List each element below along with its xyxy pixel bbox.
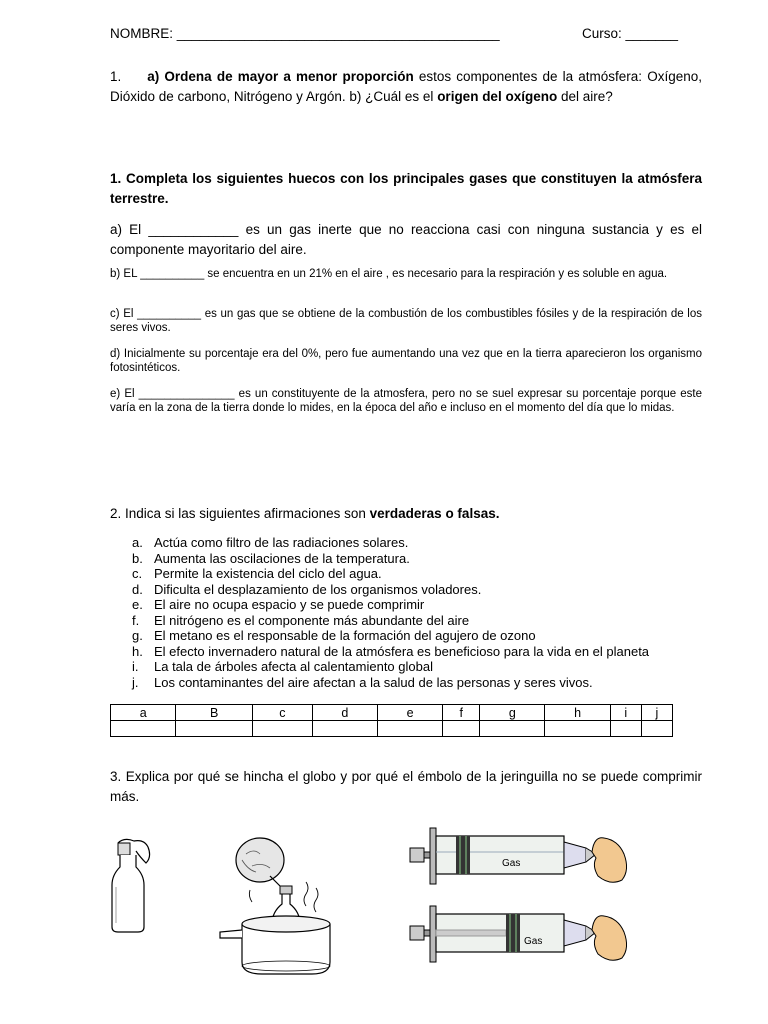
fill-item-e: e) El _______________ es un constituyente de la atmosfera, pero no se suel expresar su porcentaje porque este varía en la zona de la tierra donde lo mides, en la época del año e incluso en el momento del día que lo midas. [110,388,702,414]
statement-marker: h. [132,643,143,659]
course-field[interactable]: Curso: _______ [582,26,679,41]
statement-marker: a. [132,535,143,550]
answer-cell[interactable] [253,721,313,737]
statement-text: Los contaminantes del aire afectan a la salud de las personas y seres vivos. [154,674,593,690]
gas-label-1: Gas [502,858,521,869]
question-text-end: del aire? [557,89,613,104]
bottle-balloon-icon [104,835,156,935]
answer-header-cell: a [111,705,176,721]
statement-marker: f. [132,612,140,628]
answer-cell[interactable] [545,721,610,737]
answer-cell[interactable] [176,721,253,737]
statement-marker: e. [132,597,143,612]
answer-cell[interactable] [111,721,176,737]
answer-header-cell: g [480,705,545,721]
answer-header-cell: c [253,705,313,721]
answer-header-cell: i [610,705,641,721]
answer-cell[interactable] [443,721,480,737]
statement-item [110,566,702,582]
answer-table [110,704,673,737]
statement-item [110,551,702,567]
pot-bottle-balloon-icon [212,832,340,980]
answer-cell[interactable] [641,721,672,737]
bold-instruction: a) Ordena de mayor a menor proporción [147,69,414,84]
fill-item-c: c) El __________ es un gas que se obtiene de la combustión de los combustibles fósiles y de la respiración de los seres vivos. [110,308,702,334]
statement-text: El nitrógeno es el componente más abundante del aire [154,612,470,628]
answer-cell[interactable] [377,721,442,737]
question-2-title [110,504,702,524]
statement-text: La tala de árboles afecta al calentamiento global [154,659,433,674]
syringe-2-icon [408,900,636,968]
syringe-1-icon [408,822,636,890]
fill-item-d: d) Inicialmente su porcentaje era del 0%, pero fue aumentando una vez que en la tierra aparecieron los organismo fotosintéticos. [110,348,702,374]
question-number: 1. [110,69,122,84]
answer-header-cell: f [443,705,480,721]
question-1-title: 1. Completa los siguientes huecos con los principales gases que constituyen la atmósfera terrestre. [110,171,702,206]
fill-item-b: b) EL __________ se encuentra en un 21% en el aire , es necesario para la respiración y es soluble en agua. [110,268,668,280]
answer-cell[interactable] [480,721,545,737]
statement-marker: g. [132,628,143,643]
question-2-bold: verdaderas o falsas. [369,506,500,521]
answer-header-cell: j [641,705,672,721]
statement-marker: d. [132,581,143,597]
statement-item [110,582,702,598]
statement-marker: c. [132,566,143,581]
statement-item [110,535,702,551]
statement-item [110,613,702,629]
statement-item [110,597,702,613]
statement-text: El aire no ocupa espacio y se puede comprimir [154,597,425,612]
question-3-text: 3. Explica por qué se hincha el globo y por qué el émbolo de la jeringuilla no se puede comprimir más. [110,769,702,804]
answer-header-cell: e [377,705,442,721]
statement-text: Aumenta las oscilaciones de la temperatura. [154,550,410,566]
question-2-intro: 2. Indica si las siguientes afirmaciones son [110,506,370,521]
statement-marker: j. [132,674,139,690]
statement-marker: b. [132,550,143,566]
answer-cell[interactable] [312,721,377,737]
statement-item [110,675,702,691]
statement-marker: i. [132,659,139,674]
fill-item-a: a) El ____________ es un gas inerte que no reacciona casi con ninguna sustancia y es el componente mayoritario del aire. [110,222,702,257]
question-text: estos componentes de la atmósfera: Oxígeno, Dióxido de carbono, Nitrógeno y Argón. b) ¿Cuál es el [110,69,702,104]
statement-text: El efecto invernadero natural de la atmósfera es beneficioso para la vida en el planeta [154,643,650,659]
statement-item [110,628,702,644]
answer-header-cell: B [176,705,253,721]
statement-text: Actúa como filtro de las radiaciones solares. [154,535,409,550]
statement-text: Permite la existencia del ciclo del agua. [154,566,382,581]
statement-text: Dificulta el desplazamiento de los organismos voladores. [154,581,482,597]
answer-header-cell: h [545,705,610,721]
statement-item [110,659,702,675]
true-false-list [110,535,702,690]
statement-item [110,644,702,660]
answer-header-cell: d [312,705,377,721]
name-field[interactable]: NOMBRE: ___________________________________________ [110,26,500,41]
statement-text: El metano es el responsable de la formación del agujero de ozono [154,628,536,643]
answer-cell[interactable] [610,721,641,737]
gas-label-2: Gas [524,936,543,947]
question-1-order [110,67,702,107]
bold-term: origen del oxígeno [437,89,558,104]
